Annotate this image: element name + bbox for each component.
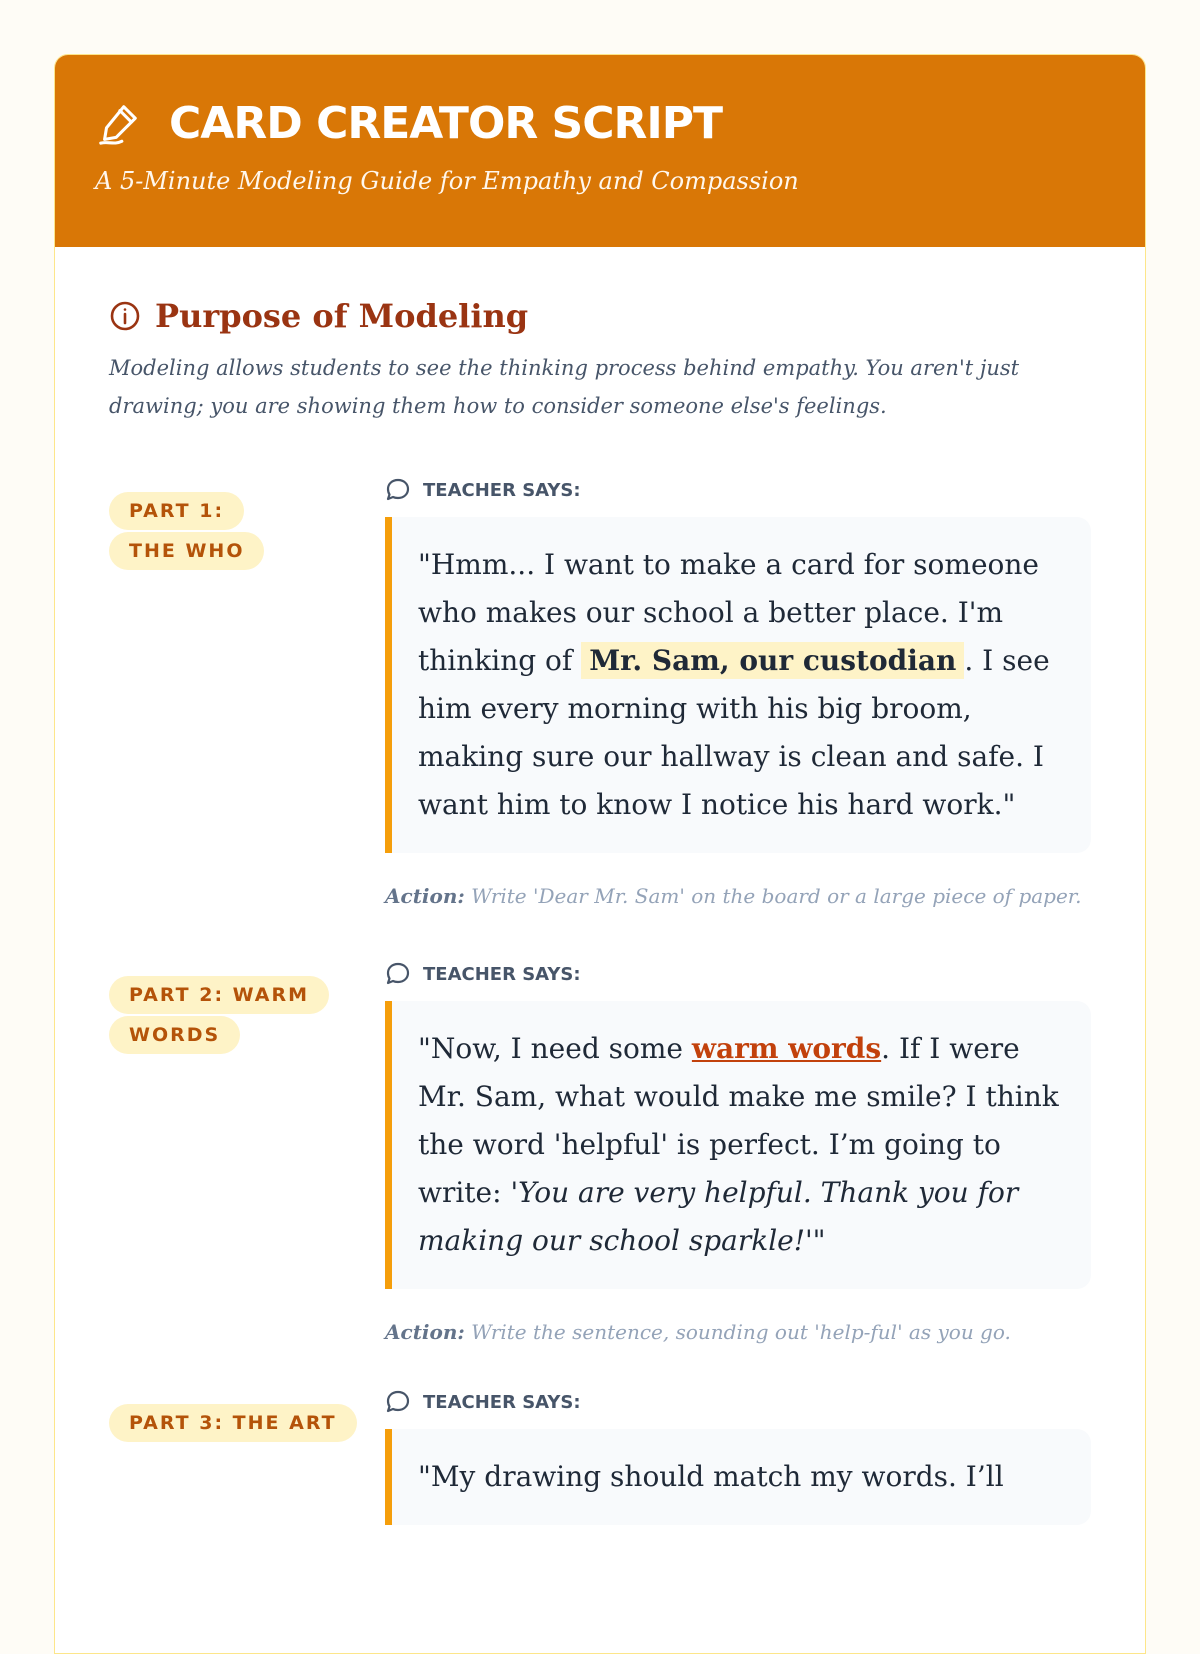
teacher-quote: "My drawing should match my words. I’ll [385,1429,1091,1525]
teacher-says-label: TEACHER SAYS: [385,1389,1091,1415]
page-subtitle: A 5-Minute Modeling Guide for Empathy and Compassion [95,167,799,195]
key-term: warm words [691,1032,882,1065]
pencil-icon [95,101,141,147]
step-2 [109,961,1091,1349]
teacher-quote: "Hmm... I want to make a card for someone who makes our school a better place. I'm thinking of Mr. Sam, our custodian . I see him every morning with his big broom, making sure our hallway is clean and safe. I want him to know I notice his hard work." [385,517,1091,853]
action-note: Action: Write the sentence, sounding out 'help-ful' as you go. [385,1320,1011,1344]
action-note: Action: Write 'Dear Mr. Sam' on the board or a large piece of paper. [385,884,1082,908]
teacher-says-label: TEACHER SAYS: [385,477,1091,503]
script-card [54,54,1146,1654]
step-badge: PART 1: THE WHO [109,491,279,571]
step-1 [109,477,1091,913]
header [55,55,1145,247]
purpose-text: Modeling allows students to see the thinking process behind empathy. You aren't just drawing; you are showing them how to consider someone else's feelings. [109,356,1020,418]
info-icon [109,300,141,332]
content [55,247,1145,1525]
step-badge: PART 3: THE ART [109,1403,385,1443]
purpose-heading [109,297,1091,335]
highlight-term: Mr. Sam, our custodian [581,642,964,679]
speech-bubble-icon [385,1389,411,1415]
purpose-title: Purpose of Modeling [155,297,529,335]
step-3 [109,1389,1091,1525]
speech-bubble-icon [385,477,411,503]
teacher-quote: "Now, I need some warm words. If I were Mr. Sam, what would make me smile? I think the word 'helpful' is perfect. I’m going to write: 'You are very helpful. Thank you for making our school sparkle!'" [385,1001,1091,1289]
speech-bubble-icon [385,961,411,987]
teacher-says-label: TEACHER SAYS: [385,961,1091,987]
step-badge: PART 2: WARM WORDS [109,975,319,1055]
page-title: CARD CREATOR SCRIPT [169,98,723,149]
